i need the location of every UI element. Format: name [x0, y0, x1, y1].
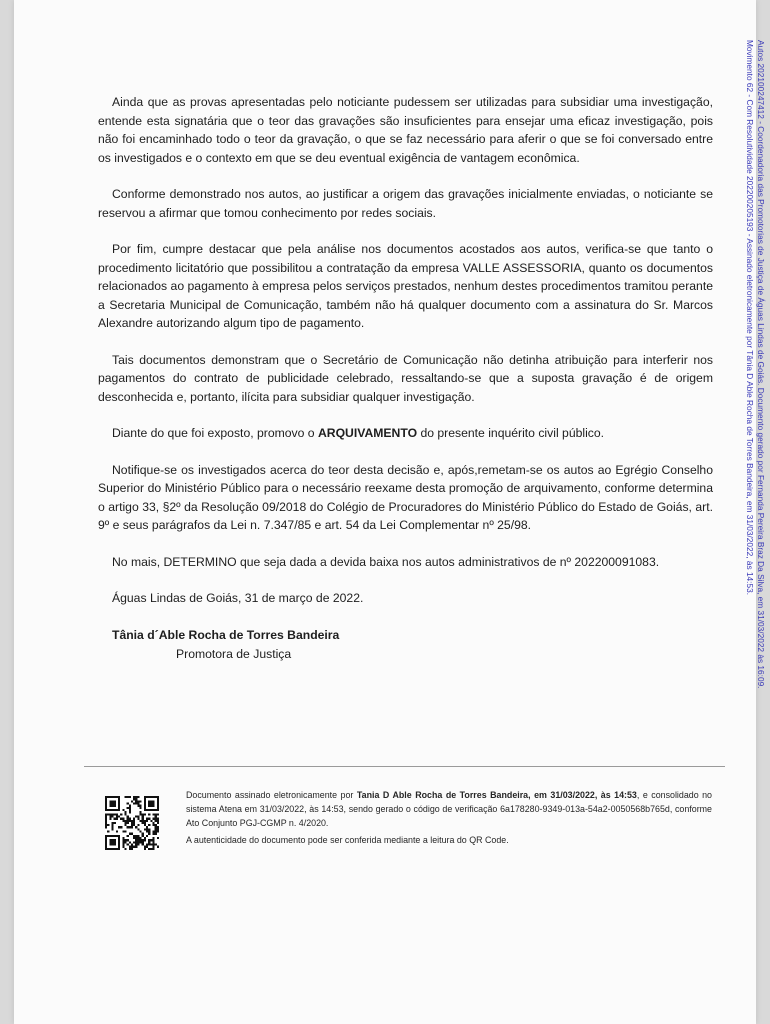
- footer-text: [186, 788, 712, 847]
- signer-name: Tânia d´Able Rocha de Torres Bandeira: [112, 627, 340, 642]
- document-body: [98, 93, 713, 664]
- document-page: [14, 0, 766, 1024]
- footer-divider: [84, 766, 725, 767]
- paragraph-evidence: Ainda que as provas apresentadas pelo noticiante pudessem ser utilizadas para subsidiar uma investigação, entende esta signatária que o teor das gravações são insuficientes para ensejar uma eficaz investigação, pois não foi encaminhado todo o teor da gravação, o que se faz necessário para aferir o que se foi conversado entre os investigados e o contexto em que se deu eventual exigência de vantagem econômica.: [98, 95, 713, 165]
- archiving-keyword: ARQUIVAMENTO: [317, 426, 418, 440]
- paragraph-secretary: Tais documentos demonstram que o Secretário de Comunicação não detinha atribuição para interferir nos pagamentos do contrato de publicidade celebrado, ressaltando-se que a suposta gravação é de origem desconhecida e, portanto, ilícita para subsidiar qualquer investigação.: [98, 352, 713, 404]
- footer-authenticity-note: A autenticidade do documento pode ser conferida mediante a leitura do QR Code.: [186, 835, 509, 845]
- signer-role: Promotora de Justiça: [176, 647, 292, 661]
- footer-sig-after: , e consolidado no sistema Atena em 31/03/2022, às 14:53, sendo gerado o código de verificação 6a178280-9349-013a-54a2-0050568b765d, conforme Ato Conjunto PGJ-CGMP n. 4/2020.: [186, 790, 712, 828]
- archiving-text-after: do presente inquérito civil público.: [417, 426, 605, 440]
- paragraph-notification: Notifique-se os investigados acerca do teor desta decisão e, após,remetam-se os autos ao Egrégio Conselho Superior do Ministério Público para o necessário reexame desta promoção de arquivamento, conforme determina o artigo 33, §2º da Resolução 09/2018 do Colégio de Procuradores do Ministério Público do Estado de Goiás, art. 9º e seus parágrafos da Lei n. 7.347/85 e art. 54 da Lei Complementar nº 25/98.: [98, 462, 713, 532]
- place-date: Águas Lindas de Goiás, 31 de março de 2022.: [112, 591, 364, 605]
- paragraph-archiving: [98, 424, 713, 443]
- paragraph-determination: No mais, DETERMINO que seja dada a devida baixa nos autos administrativos de nº 202200091083.: [112, 554, 660, 569]
- signature-footer: [105, 788, 725, 858]
- archiving-text-before: Diante do que foi exposto, promovo o: [112, 426, 318, 440]
- footer-sig-bold: Tania D Able Rocha de Torres Bandeira, em 31/03/2022, às 14:53: [356, 790, 637, 800]
- qr-code-icon: [105, 796, 159, 850]
- paragraph-recordings-origin: Conforme demonstrado nos autos, ao justificar a origem das gravações inicialmente enviadas, o noticiante se reservou a afirmar que tomou conhecimento por redes sociais.: [98, 187, 713, 220]
- footer-signature-note: [186, 788, 712, 830]
- footer-sig-before: Documento assinado eletronicamente por: [186, 790, 357, 800]
- side-stamp-line-2: Movimento 62 - Com Resolutividade 202200205193 - Assinado eletronicamente por Tânia D Able Rocha de Torres Bandeira, em 31/03/2022, às 14:53.: [745, 40, 755, 596]
- side-stamp: [722, 40, 766, 745]
- paragraph-procurement: Por fim, cumpre destacar que pela análise nos documentos acostados aos autos, verifica-se que tanto o procedimento licitatório que possibilitou a contratação da empresa VALLE ASSESSORIA, quanto os documentos relacionados ao pagamento à empresa pelos serviços prestados, nenhum destes procedimentos tramitou perante a Secretaria Municipal de Comunicação, também não há qualquer documento com a assinatura do Sr. Marcos Alexandre autorizando algum tipo de pagamento.: [98, 242, 713, 330]
- side-stamp-line-1: Autos 202100247412 - Coordenadoria das Promotorias de Justiça de Águas Lindas de Goiás. Documento gerado por Fernanda Pereira Braz Da Silva, em 31/03/2022 às 16:09.: [756, 40, 766, 689]
